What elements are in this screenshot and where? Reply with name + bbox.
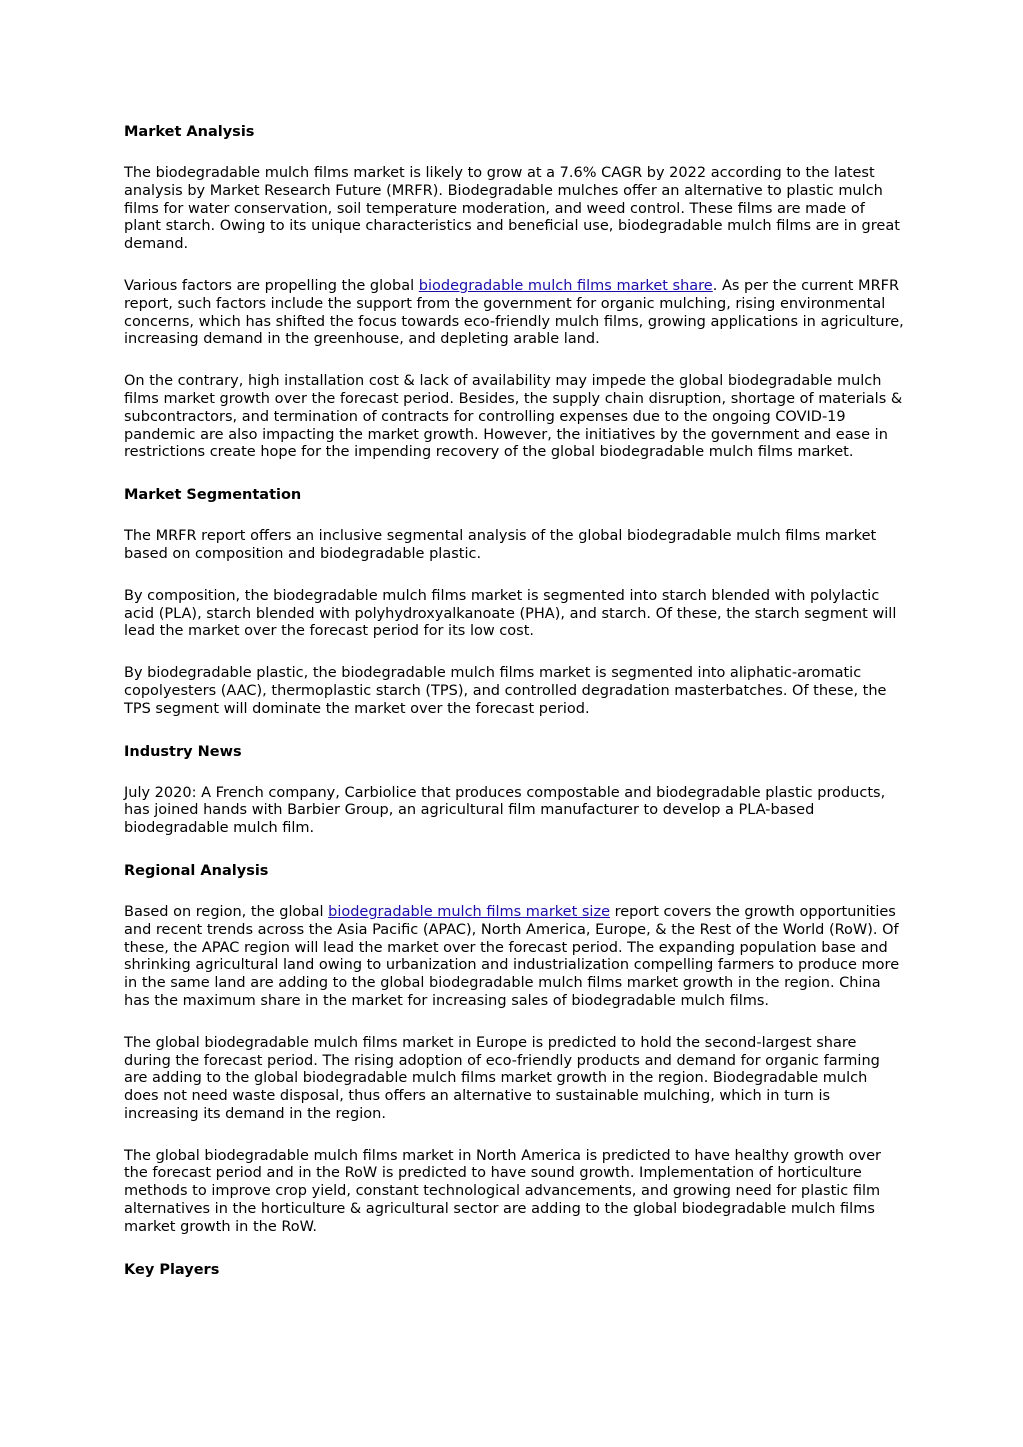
paragraph-market-analysis-2: [124, 278, 904, 349]
paragraph-segmentation-3: By biodegradable plastic, the biodegradable mulch films market is segmented into aliphatic-aromatic copolyesters (AAC), thermoplastic starch (TPS), and controlled degradation masterbatches. Of these, the TPS segment will dominate the market over the forecast period.: [124, 665, 887, 717]
heading-market-segmentation: Market Segmentation: [124, 487, 302, 504]
paragraph-segmentation-1: The MRFR report offers an inclusive segmental analysis of the global biodegradable mulch films market based on composition and biodegradable plastic.: [124, 528, 877, 562]
heading-key-players: Key Players: [124, 1261, 220, 1278]
heading-regional-analysis: Regional Analysis: [124, 862, 269, 879]
paragraph-text: report covers the growth opportunities and recent trends across the Asia Pacific (APAC), North America, Europe, & the Rest of the World (RoW). Of these, the APAC region will lead the market over the forecast period. The expanding population base and shrinking agricultural land owing to urbanization and industrialization compelling farmers to produce more in the same land are adding to the global biodegradable mulch films market growth in the region. China has the maximum share in the market for increasing sales of biodegradable mulch films.: [124, 903, 900, 1009]
paragraph-text: Based on region, the global: [124, 903, 329, 920]
paragraph-market-analysis-1: The biodegradable mulch films market is likely to grow at a 7.6% CAGR by 2022 according to the latest analysis by Market Research Future (MRFR). Biodegradable mulches offer an alternative to plastic mulch films for water conservation, soil temperature moderation, and weed control. These films are made of plant starch. Owing to its unique characteristics and beneficial use, biodegradable mulch films are in great demand.: [124, 165, 900, 253]
heading-market-analysis: Market Analysis: [124, 124, 255, 140]
paragraph-industry-news-1: July 2020: A French company, Carbiolice that produces compostable and biodegradable plastic products, has joined hands with Barbier Group, an agricultural film manufacturer to develop a PLA-based biodegradable mulch film.: [124, 784, 886, 837]
paragraph-regional-1: [124, 904, 904, 1011]
market-size-link[interactable]: biodegradable mulch films market size: [328, 903, 610, 920]
paragraph-market-analysis-3: On the contrary, high installation cost & lack of availability may impede the global biodegradable mulch films market growth over the forecast period. Besides, the supply chain disruption, shortage of materials & subcontractors, and termination of contracts for controlling expenses due to the ongoing COVID-19 pandemic are also impacting the market growth. However, the initiatives by the government and ease in restrictions create hope for the impending recovery of the global biodegradable mulch films market.: [124, 373, 903, 461]
heading-industry-news: Industry News: [124, 743, 242, 760]
paragraph-text: . As per the current MRFR report, such factors include the support from the government for organic mulching, rising environmental concerns, which has shifted the focus towards eco-friendly mulch films, growing applications in agriculture, increasing demand in the greenhouse, and depleting arable land.: [124, 277, 904, 348]
paragraph-text: Various factors are propelling the global: [124, 277, 419, 294]
paragraph-regional-3: The global biodegradable mulch films market in North America is predicted to have healthy growth over the forecast period and in the RoW is predicted to have sound growth. Implementation of horticulture methods to improve crop yield, constant technological advancements, and growing need for plastic film alternatives in the horticulture & agricultural sector are adding to the global biodegradable mulch films market growth in the RoW.: [124, 1147, 882, 1235]
market-share-link[interactable]: biodegradable mulch films market share: [418, 277, 713, 294]
paragraph-segmentation-2: By composition, the biodegradable mulch films market is segmented into starch blended with polylactic acid (PLA), starch blended with polyhydroxyalkanoate (PHA), and starch. Of these, the starch segment will lead the market over the forecast period for its low cost.: [124, 587, 897, 640]
document-page: [124, 123, 904, 1303]
paragraph-regional-2: The global biodegradable mulch films market in Europe is predicted to hold the second-largest share during the forecast period. The rising adoption of eco-friendly products and demand for organic farming are adding to the global biodegradable mulch films market growth in the region. Biodegradable mulch does not need waste disposal, thus offers an alternative to sustainable mulching, which in turn is increasing its demand in the region.: [124, 1034, 880, 1122]
